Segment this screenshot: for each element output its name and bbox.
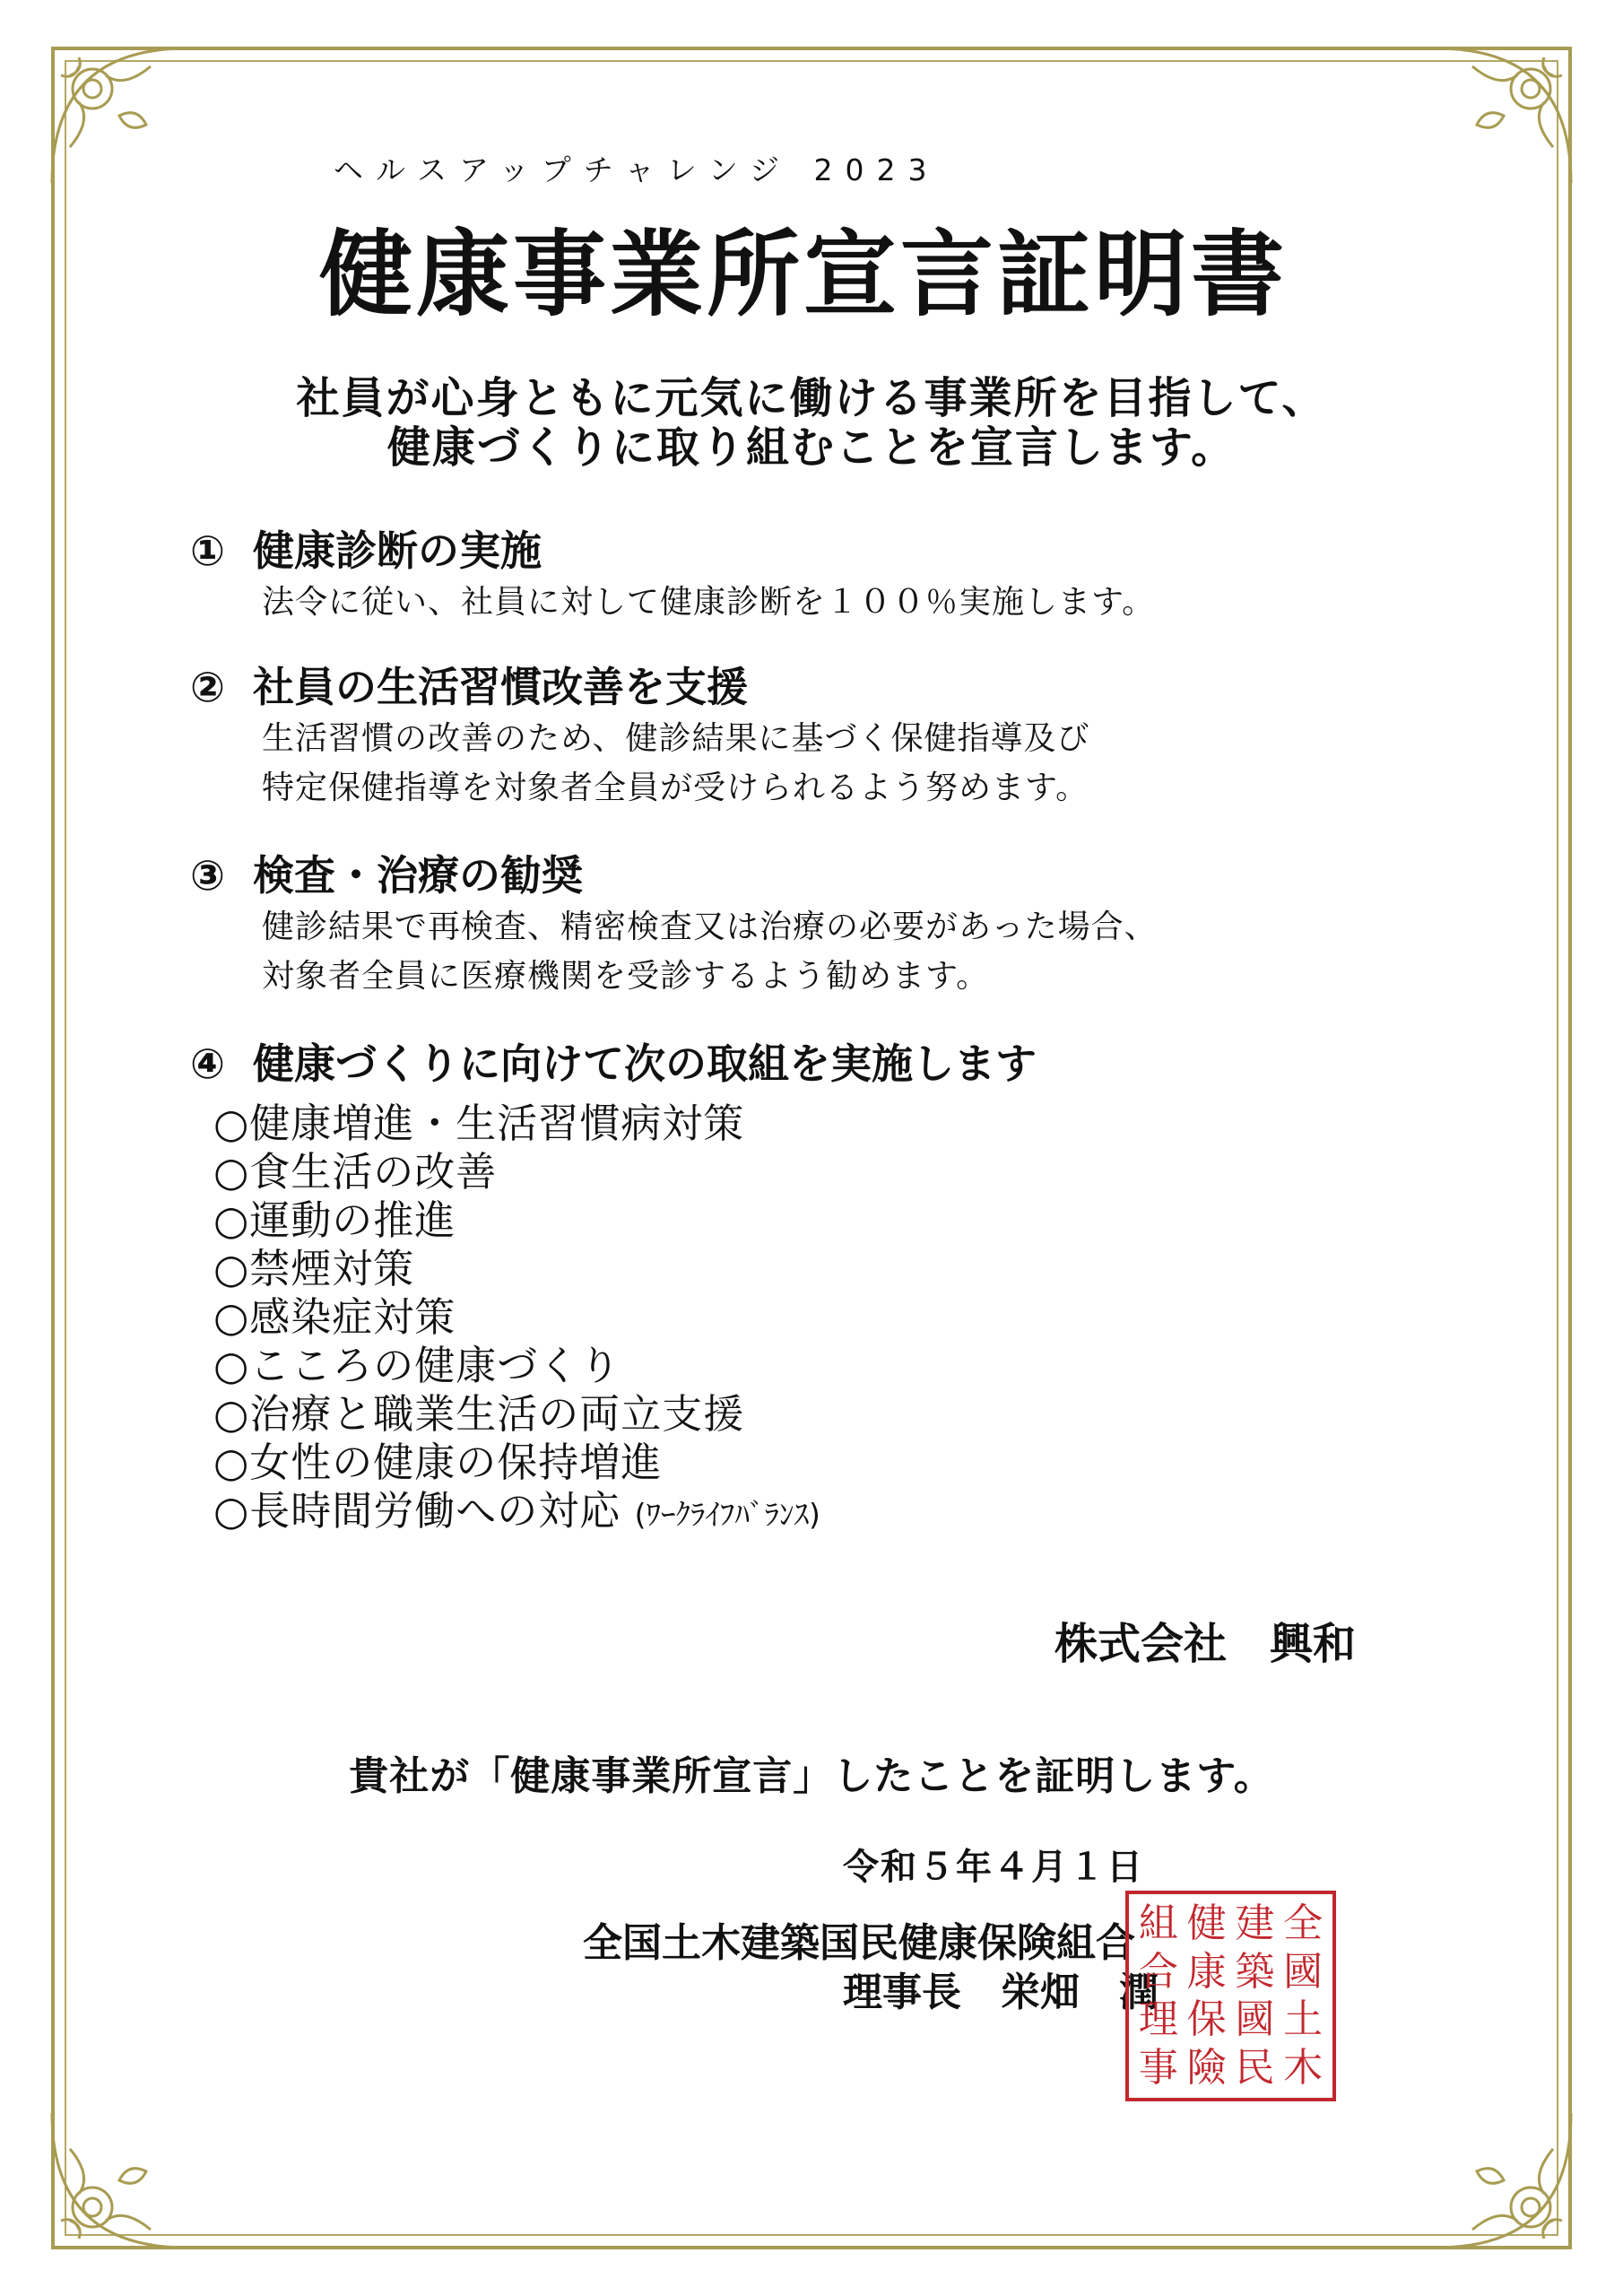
page-title: 健康事業所宣言証明書 <box>319 219 1289 329</box>
seal-character: 合 <box>1138 1948 1178 1995</box>
seal-character: 築 <box>1235 1948 1275 1995</box>
issuer-organization: 全国土木建築国民健康保険組合 <box>583 1920 1135 1966</box>
seal-character: 民 <box>1235 2045 1275 2092</box>
seal-character: 健 <box>1186 1900 1227 1946</box>
seal-character: 全 <box>1283 1900 1324 1946</box>
seal-character: 木 <box>1283 2045 1324 2092</box>
list-item: ○禁煙対策 <box>213 1245 415 1292</box>
seal-character: 事 <box>1138 2045 1178 2092</box>
item-2-body-line-2: 特定保健指導を対象者全員が受けられるよう努めます。 <box>262 770 1089 806</box>
seal-character: 國 <box>1235 1996 1275 2043</box>
item-3-number: ③ <box>190 851 225 900</box>
seal-character: 組 <box>1138 1900 1178 1946</box>
item-2-number: ② <box>190 663 225 711</box>
item-4-heading <box>190 1031 1037 1091</box>
corner-ornament-top-right <box>1428 39 1580 192</box>
item-4-number: ④ <box>190 1039 225 1088</box>
issuer-chairman: 理事長 栄畑 潤 <box>843 1970 1159 2015</box>
seal-character: 康 <box>1186 1948 1227 1995</box>
item-3-heading <box>190 843 583 902</box>
list-item-note: (ﾜｰｸﾗｲﾌﾊﾞﾗﾝｽ) <box>634 1497 820 1532</box>
lead-line-1: 社員が心身ともに元気に働ける事業所を目指して、 <box>296 373 1327 423</box>
item-3-body-line-2: 対象者全員に医療機関を受診するよう勧めます。 <box>262 958 990 995</box>
corner-ornament-bottom-left <box>43 2104 195 2257</box>
lead-line-2: 健康づくりに取り組むことを宣言します。 <box>386 422 1237 473</box>
item-1-number: ① <box>190 526 225 575</box>
certification-statement: 貴社が「健康事業所宣言」したことを証明します。 <box>349 1753 1274 1799</box>
seal-character: 險 <box>1186 2045 1227 2092</box>
issue-date: 令和５年４月１日 <box>843 1847 1144 1888</box>
initiatives-list <box>213 1100 820 1535</box>
item-2-title: 社員の生活習慣改善を支援 <box>253 663 748 711</box>
list-item: ○運動の推進 <box>213 1196 456 1244</box>
list-item: ○治療と職業生活の両立支援 <box>213 1390 745 1438</box>
item-2-heading <box>190 655 748 714</box>
seal-character: 保 <box>1186 1996 1227 2043</box>
seal-character: 土 <box>1283 1996 1324 2043</box>
seal-character: 理 <box>1138 1996 1178 2043</box>
list-item-text: ○長時間労働への対応 <box>213 1487 621 1535</box>
seal-character: 國 <box>1283 1948 1324 1995</box>
company-name: 株式会社 興和 <box>1055 1619 1357 1669</box>
item-2-body-line-1: 生活習慣の改善のため、健診結果に基づく保健指導及び <box>262 720 1090 757</box>
item-3-title: 検査・治療の勧奨 <box>253 851 583 900</box>
corner-ornament-top-left <box>43 39 195 192</box>
item-1-body-line-1: 法令に従い、社員に対して健康診断を１００％実施します。 <box>262 584 1156 621</box>
item-4-title: 健康づくりに向けて次の取組を実施します <box>253 1039 1037 1088</box>
seal-character: 建 <box>1235 1900 1275 1946</box>
list-item: ○健康増進・生活習慣病対策 <box>213 1100 745 1147</box>
list-item: ○食生活の改善 <box>213 1148 498 1196</box>
list-item: ○感染症対策 <box>213 1293 456 1341</box>
list-item: ○こころの健康づくり <box>213 1342 621 1389</box>
subtitle: ヘルスアップチャレンジ 2023 <box>334 152 940 187</box>
corner-ornament-bottom-right <box>1428 2104 1580 2257</box>
official-seal <box>1125 1891 1336 2101</box>
list-item-with-note <box>213 1487 820 1535</box>
item-1-heading <box>190 518 542 578</box>
item-3-body-line-1: 健診結果で再検査、精密検査又は治療の必要があった場合、 <box>262 909 1158 945</box>
item-1-title: 健康診断の実施 <box>253 526 542 575</box>
list-item: ○女性の健康の保持増進 <box>213 1439 663 1486</box>
